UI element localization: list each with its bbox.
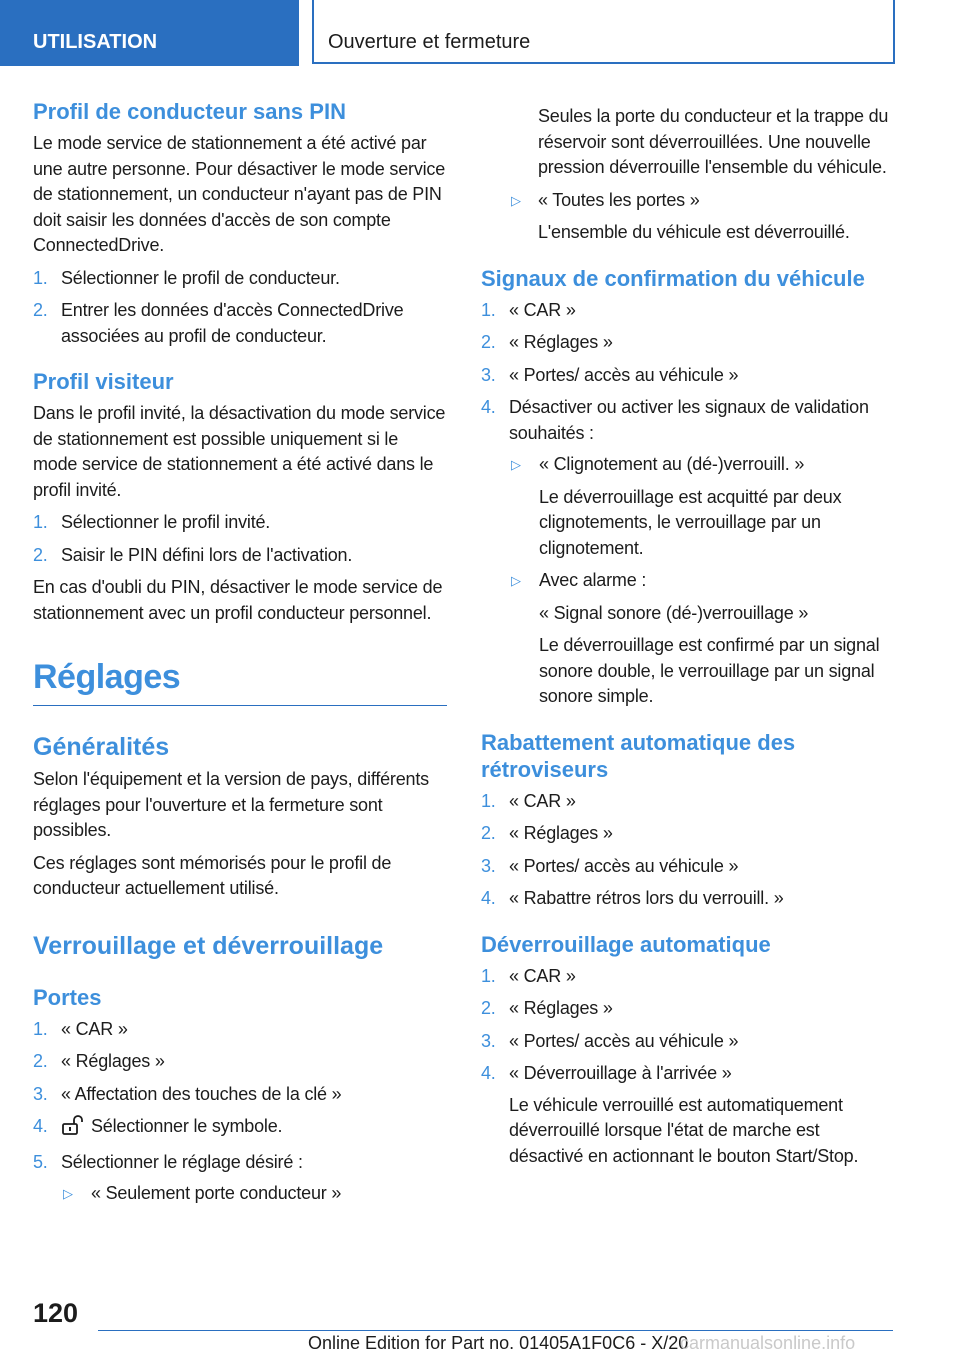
doors-sub-list <box>61 1181 447 1207</box>
signals-sub-list <box>509 452 896 710</box>
driver-steps-list <box>33 266 447 350</box>
visitor-steps-list <box>33 510 447 568</box>
list-item: 2. Entrer les données d'accès ConnectedDrive associées au profil de conducteur. <box>33 300 404 346</box>
driver-door-desc: Seules la porte du conducteur et la trappe du réservoir sont déverrouillées. Une nouvelle pression déverrouille l'ensemble du véhicule. <box>538 106 889 177</box>
driver-profile-heading: Profil de conducteur sans PIN <box>33 99 346 124</box>
auto-unlock-heading: Déverrouillage automatique <box>481 931 771 957</box>
list-item: 1. « CAR » <box>481 965 576 986</box>
general-heading: Généralités <box>33 733 170 761</box>
triangle-bullet-icon: ▷ <box>63 1186 73 1201</box>
alarm-desc: Le déverrouillage est confirmé par un signal sonore double, le verrouillage par un signal sonore simple. <box>539 635 880 706</box>
page-header <box>0 0 960 66</box>
triangle-bullet-icon: ▷ <box>511 457 521 472</box>
signals-steps-list <box>481 298 896 710</box>
auto-unlock-steps-list <box>481 964 896 1170</box>
sub-list-item: ▷ « Seulement porte conducteur » <box>61 1181 447 1207</box>
left-column <box>33 98 447 1214</box>
blink-desc: Le déverrouillage est acquitté par deux clignotements, le verrouillage par un clignotement. <box>539 486 842 558</box>
general-paragraph-1: Selon l'équipement et la version de pays, différents réglages pour l'ouverture et la fermeture sont possibles. <box>33 769 429 840</box>
list-item: 4. « Rabattre rétros lors du verrouill. » <box>481 888 784 908</box>
list-item: 4. Sélectionner le symbole. <box>33 1114 447 1143</box>
visitor-profile-paragraph: Dans le profil invité, la désactivation du mode service de stationnement est possible uniquement si le mode service de stationnement a été activé dans le profil invité. <box>33 403 446 500</box>
sub-list-item: ▷ « Clignotement au (dé-)verrouill. » <box>509 452 896 478</box>
right-column <box>481 104 896 1176</box>
list-item: 2. « Réglages » <box>481 998 613 1018</box>
visitor-forgot-pin-paragraph: En cas d'oubli du PIN, désactiver le mode service de stationnement avec un profil conducteur personnel. <box>33 577 443 623</box>
visitor-profile-heading: Profil visiteur <box>33 369 174 394</box>
sub-list-item: ▷ « Toutes les portes » <box>481 188 896 214</box>
list-item: 4. « Déverrouillage à l'arrivée » Le véhicule verrouillé est automatiquement déverrouillé lorsque l'état de marche est désactivé en actionnant le bouton Start/Stop. <box>481 1061 896 1169</box>
unlock-icon <box>61 1115 83 1143</box>
list-item: 3. « Portes/ accès au véhicule » <box>481 855 739 876</box>
list-item: 2. Saisir le PIN défini lors de l'activation. <box>33 544 353 565</box>
doors-steps-list <box>33 1017 447 1207</box>
chapter-title: Ouverture et fermeture <box>312 0 895 64</box>
footer-rule <box>98 1330 893 1331</box>
list-item: 1. « CAR » <box>481 790 576 811</box>
mirrors-steps-list <box>481 789 896 912</box>
list-item: 4. Désactiver ou activer les signaux de validation souhaités : ▷ « Clignotement au (dé-)verrouill. » Le déverrouillage est acquitté par deux clignotements, le verrouillage par un clignotement. ▷ Avec alarme : « Signal sonore (dé-)verrouillage » Le déverrouillage est confirmé par un signal sonore double, le verrouillage par un signal sonore simple. <box>481 395 896 710</box>
watermark: carmanualsonline.info <box>680 1333 856 1353</box>
alarm-signal: « Signal sonore (dé-)verrouillage » <box>539 602 809 623</box>
list-item: 1. « CAR » <box>481 299 576 320</box>
list-item: 2. « Réglages » <box>33 1051 165 1071</box>
all-doors-desc: L'ensemble du véhicule est déverrouillé. <box>538 222 850 242</box>
sub-list-item: ▷ Avec alarme : <box>509 568 896 594</box>
auto-unlock-desc: Le véhicule verrouillé est automatiquement déverrouillé lorsque l'état de marche est désactivé en actionnant le bouton Start/Stop. <box>509 1094 859 1166</box>
triangle-bullet-icon: ▷ <box>511 192 521 208</box>
list-item: 1. « CAR » <box>33 1018 128 1039</box>
list-item: 3. « Portes/ accès au véhicule » <box>481 1030 739 1051</box>
list-item: 5. Sélectionner le réglage désiré : ▷ « Seulement porte conducteur » <box>33 1150 447 1207</box>
list-item: 2. « Réglages » <box>481 332 613 352</box>
list-item: 2. « Réglages » <box>481 823 613 843</box>
driver-profile-paragraph: Le mode service de stationnement a été activé par une autre personne. Pour désactiver le mode service de stationnement, un conducteur n'ayant pas de PIN doit saisir les données d'accès de son compte ConnectedDrive. <box>33 133 446 255</box>
list-item: 3. « Affectation des touches de la clé » <box>33 1083 342 1104</box>
list-item: 1. Sélectionner le profil de conducteur. <box>33 267 340 288</box>
settings-title: Réglages <box>33 658 181 696</box>
doors-heading: Portes <box>33 984 102 1010</box>
list-item: 1. Sélectionner le profil invité. <box>33 512 271 532</box>
section-tab: UTILISATION <box>0 0 299 66</box>
signals-heading: Signaux de confirmation du véhicule <box>481 265 865 291</box>
general-paragraph-2: Ces réglages sont mémorisés pour le profil de conducteur actuellement utilisé. <box>33 852 392 898</box>
mirrors-heading: Rabattement automatique des rétroviseurs <box>481 729 796 782</box>
page-number: 120 <box>33 1298 79 1328</box>
footer-edition: Online Edition for Part no. 01405A1F0C6 - X/20 <box>308 1333 689 1353</box>
lock-unlock-heading: Verrouillage et déverrouillage <box>33 931 384 960</box>
triangle-bullet-icon: ▷ <box>511 573 521 588</box>
list-item: 3. « Portes/ accès au véhicule » <box>481 364 739 385</box>
